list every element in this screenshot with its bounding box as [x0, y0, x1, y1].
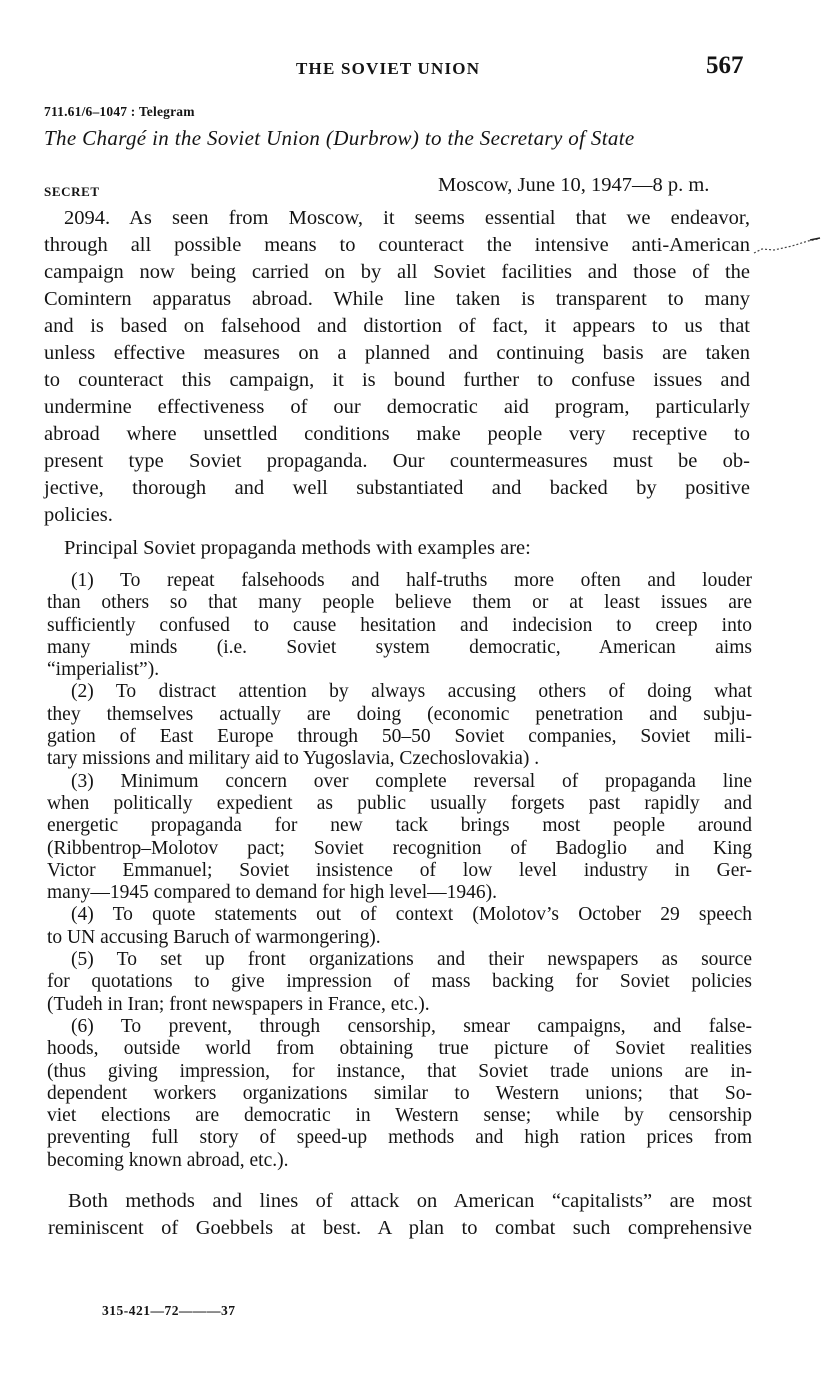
text-line: many minds (i.e. Soviet system democratic, American aims	[47, 636, 752, 658]
dateline: Moscow, June 10, 1947—8 p. m.	[438, 174, 710, 196]
opening-paragraph	[44, 205, 750, 529]
print-code: 315-421—72———37	[102, 1303, 236, 1318]
text-line: viet elections are democratic in Western sense; while by censorship	[47, 1105, 752, 1127]
text-line: than others so that many people believe them or at least issues are	[47, 592, 752, 614]
text-line: to UN accusing Baruch of warmongering).	[47, 926, 381, 948]
text-line: sufficiently confused to cause hesitation and indecision to creep into	[47, 614, 752, 636]
methods-intro	[44, 535, 750, 562]
text-line: (6) To prevent, through censorship, smear campaigns, and false-	[71, 1015, 752, 1037]
file-reference: 711.61/6–1047 : Telegram	[44, 104, 195, 119]
margin-pencil-mark	[752, 236, 822, 258]
text-line: reminiscent of Goebbels at best. A plan to combat such comprehensive	[48, 1217, 752, 1239]
method-item-5	[47, 949, 752, 1016]
text-line: (4) To quote statements out of context (Molotov’s October 29 speech	[71, 904, 752, 926]
classification-label: SECRET	[44, 184, 100, 199]
text-line: “imperialist”).	[47, 659, 160, 681]
page-number: 567	[706, 52, 744, 79]
method-item-4	[47, 904, 752, 949]
text-line: energetic propaganda for new tack brings most people around	[47, 815, 752, 837]
text-line: Principal Soviet propaganda methods with examples are:	[64, 537, 531, 559]
text-line: through all possible means to counteract the intensive anti-American	[44, 234, 750, 256]
document-title: The Chargé in the Soviet Union (Durbrow) to the Secretary of State	[44, 126, 635, 150]
text-line: abroad where unsettled conditions make people very receptive to	[44, 423, 750, 445]
text-line: unless effective measures on a planned and continuing basis are taken	[44, 342, 750, 364]
text-line: they themselves actually are doing (economic penetration and subju-	[47, 703, 752, 725]
running-head: THE SOVIET UNION	[296, 59, 481, 78]
method-item-3	[47, 771, 752, 905]
text-line: Victor Emmanuel; Soviet insistence of low level industry in Ger-	[47, 859, 752, 881]
text-line: (3) Minimum concern over complete reversal of propaganda line	[71, 770, 752, 792]
text-line: hoods, outside world from obtaining true picture of Soviet realities	[47, 1038, 752, 1060]
text-line: jective, thorough and well substantiated and backed by positive	[44, 477, 750, 499]
text-line: (Ribbentrop–Molotov pact; Soviet recognition of Badoglio and King	[47, 837, 752, 859]
text-line: preventing full story of speed-up methods and high ration prices from	[47, 1127, 752, 1149]
text-line: (1) To repeat falsehoods and half-truths more often and louder	[71, 570, 752, 591]
text-line: gation of East Europe through 50–50 Soviet companies, Soviet mili-	[47, 726, 752, 748]
method-item-1	[47, 570, 752, 681]
text-line: Both methods and lines of attack on American “capitalists” are most	[68, 1190, 752, 1212]
text-line: campaign now being carried on by all Soviet facilities and those of the	[44, 261, 750, 283]
text-line: (Tudeh in Iran; front newspapers in France, etc.).	[47, 993, 430, 1015]
text-line: when politically expedient as public usually forgets past rapidly and	[47, 792, 752, 814]
text-line: becoming known abroad, etc.).	[47, 1149, 289, 1171]
text-line: Comintern apparatus abroad. While line taken is transparent to many	[44, 288, 750, 310]
text-line: present type Soviet propaganda. Our countermeasures must be ob-	[44, 450, 750, 472]
text-line: (5) To set up front organizations and their newspapers as source	[71, 949, 752, 971]
text-line: tary missions and military aid to Yugoslavia, Czechoslovakia) .	[47, 748, 540, 770]
propaganda-methods-list	[47, 570, 752, 1172]
text-line: for quotations to give impression of mass backing for Soviet policies	[47, 971, 752, 993]
text-line: and is based on falsehood and distortion of fact, it appears to us that	[44, 315, 750, 337]
text-line: to counteract this campaign, it is bound further to confuse issues and	[44, 369, 750, 391]
closing-paragraph	[48, 1188, 752, 1242]
method-item-2	[47, 681, 752, 770]
text-line: undermine effectiveness of our democratic aid program, particularly	[44, 396, 750, 418]
method-item-6	[47, 1016, 752, 1172]
text-line: 2094. As seen from Moscow, it seems essential that we endeavor,	[64, 207, 750, 229]
text-line: many—1945 compared to demand for high level—1946).	[47, 882, 498, 904]
text-line: policies.	[44, 504, 113, 526]
text-line: (thus giving impression, for instance, that Soviet trade unions are in-	[47, 1060, 752, 1082]
text-line: dependent workers organizations similar to Western unions; that So-	[47, 1082, 752, 1104]
text-line: (2) To distract attention by always accusing others of doing what	[71, 681, 752, 703]
